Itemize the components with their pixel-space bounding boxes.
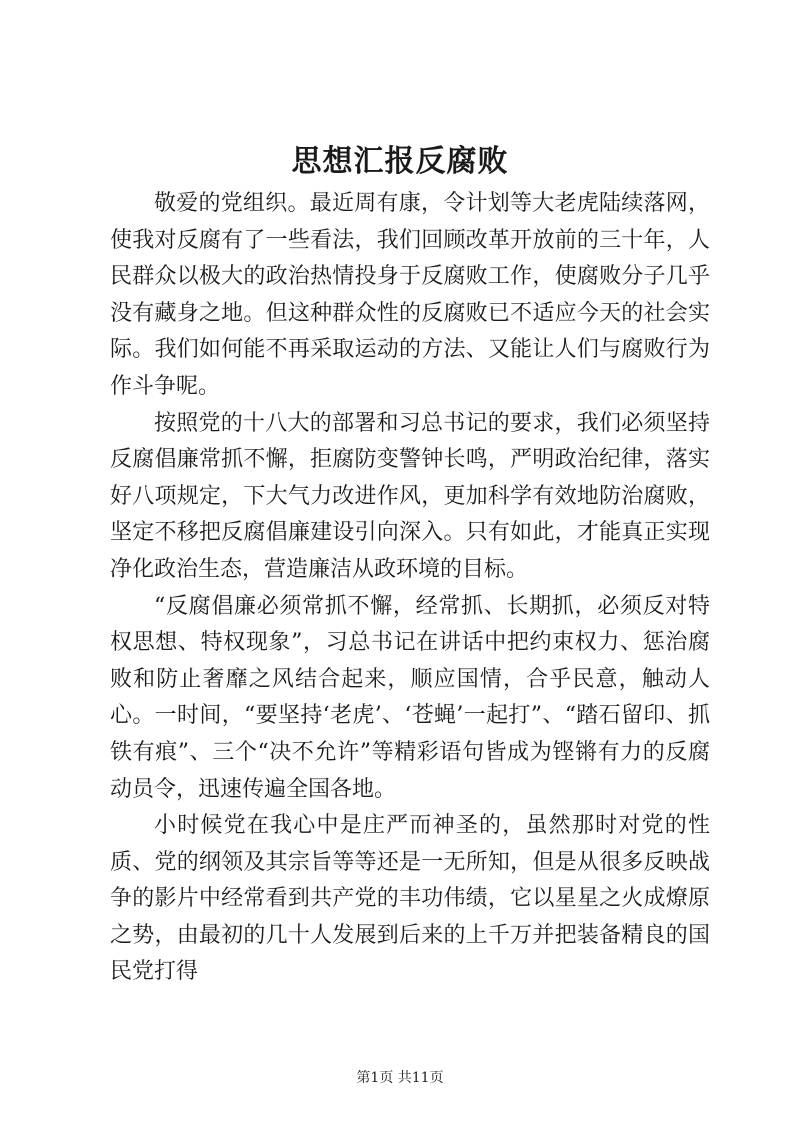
paragraph: 敬爱的党组织。最近周有康，令计划等大老虎陆续落网，使我对反腐有了一些看法，我们回顾改革开放前的三十年，人民群众以极大的政治热情投身于反腐败工作，使腐败分子几乎没有藏身之地。但这种群众性的反腐败已不适应今天的社会实际。我们如何能不再采取运动的方法、又能让人们与腐败行为作斗争呢。 <box>110 191 710 399</box>
paragraph: 小时候党在我心中是庄严而神圣的，虽然那时对党的性质、党的纲领及其宗旨等等还是一无所知，但是从很多反映战争的影片中经常看到共产党的丰功伟绩，它以星星之火成燎原之势，由最初的几十人发展到后来的上千万并把装备精良的国民党打得 <box>110 813 710 985</box>
page-footer: 第1页 共11页 <box>356 1070 444 1086</box>
paragraph: “反腐倡廉必须常抓不懈，经常抓、长期抓，必须反对特权思想、特权现象”，习总书记在讲话中把约束权力、惩治腐败和防止奢靡之风结合起来，顺应国情，合乎民意，触动人心。一时间，“要坚持‘老虎’、‘苍蝇’一起打”、“踏石留印、抓铁有痕”、三个“决不允许”等精彩语句皆成为铿锵有力的反腐动员令，迅速传遍全国各地。 <box>110 593 710 802</box>
paragraph: 按照党的十八大的部署和习总书记的要求，我们必须坚持反腐倡廉常抓不懈，拒腐防变警钟长鸣，严明政治纪律，落实好八项规定，下大气力改进作风，更加科学有效地防治腐败，坚定不移把反腐倡廉建设引向深入。只有如此，才能真正实现净化政治生态，营造廉洁从政环境的目标。 <box>110 410 710 582</box>
document-body <box>110 186 710 991</box>
document-title: 思想汇报反腐败 <box>291 144 509 179</box>
